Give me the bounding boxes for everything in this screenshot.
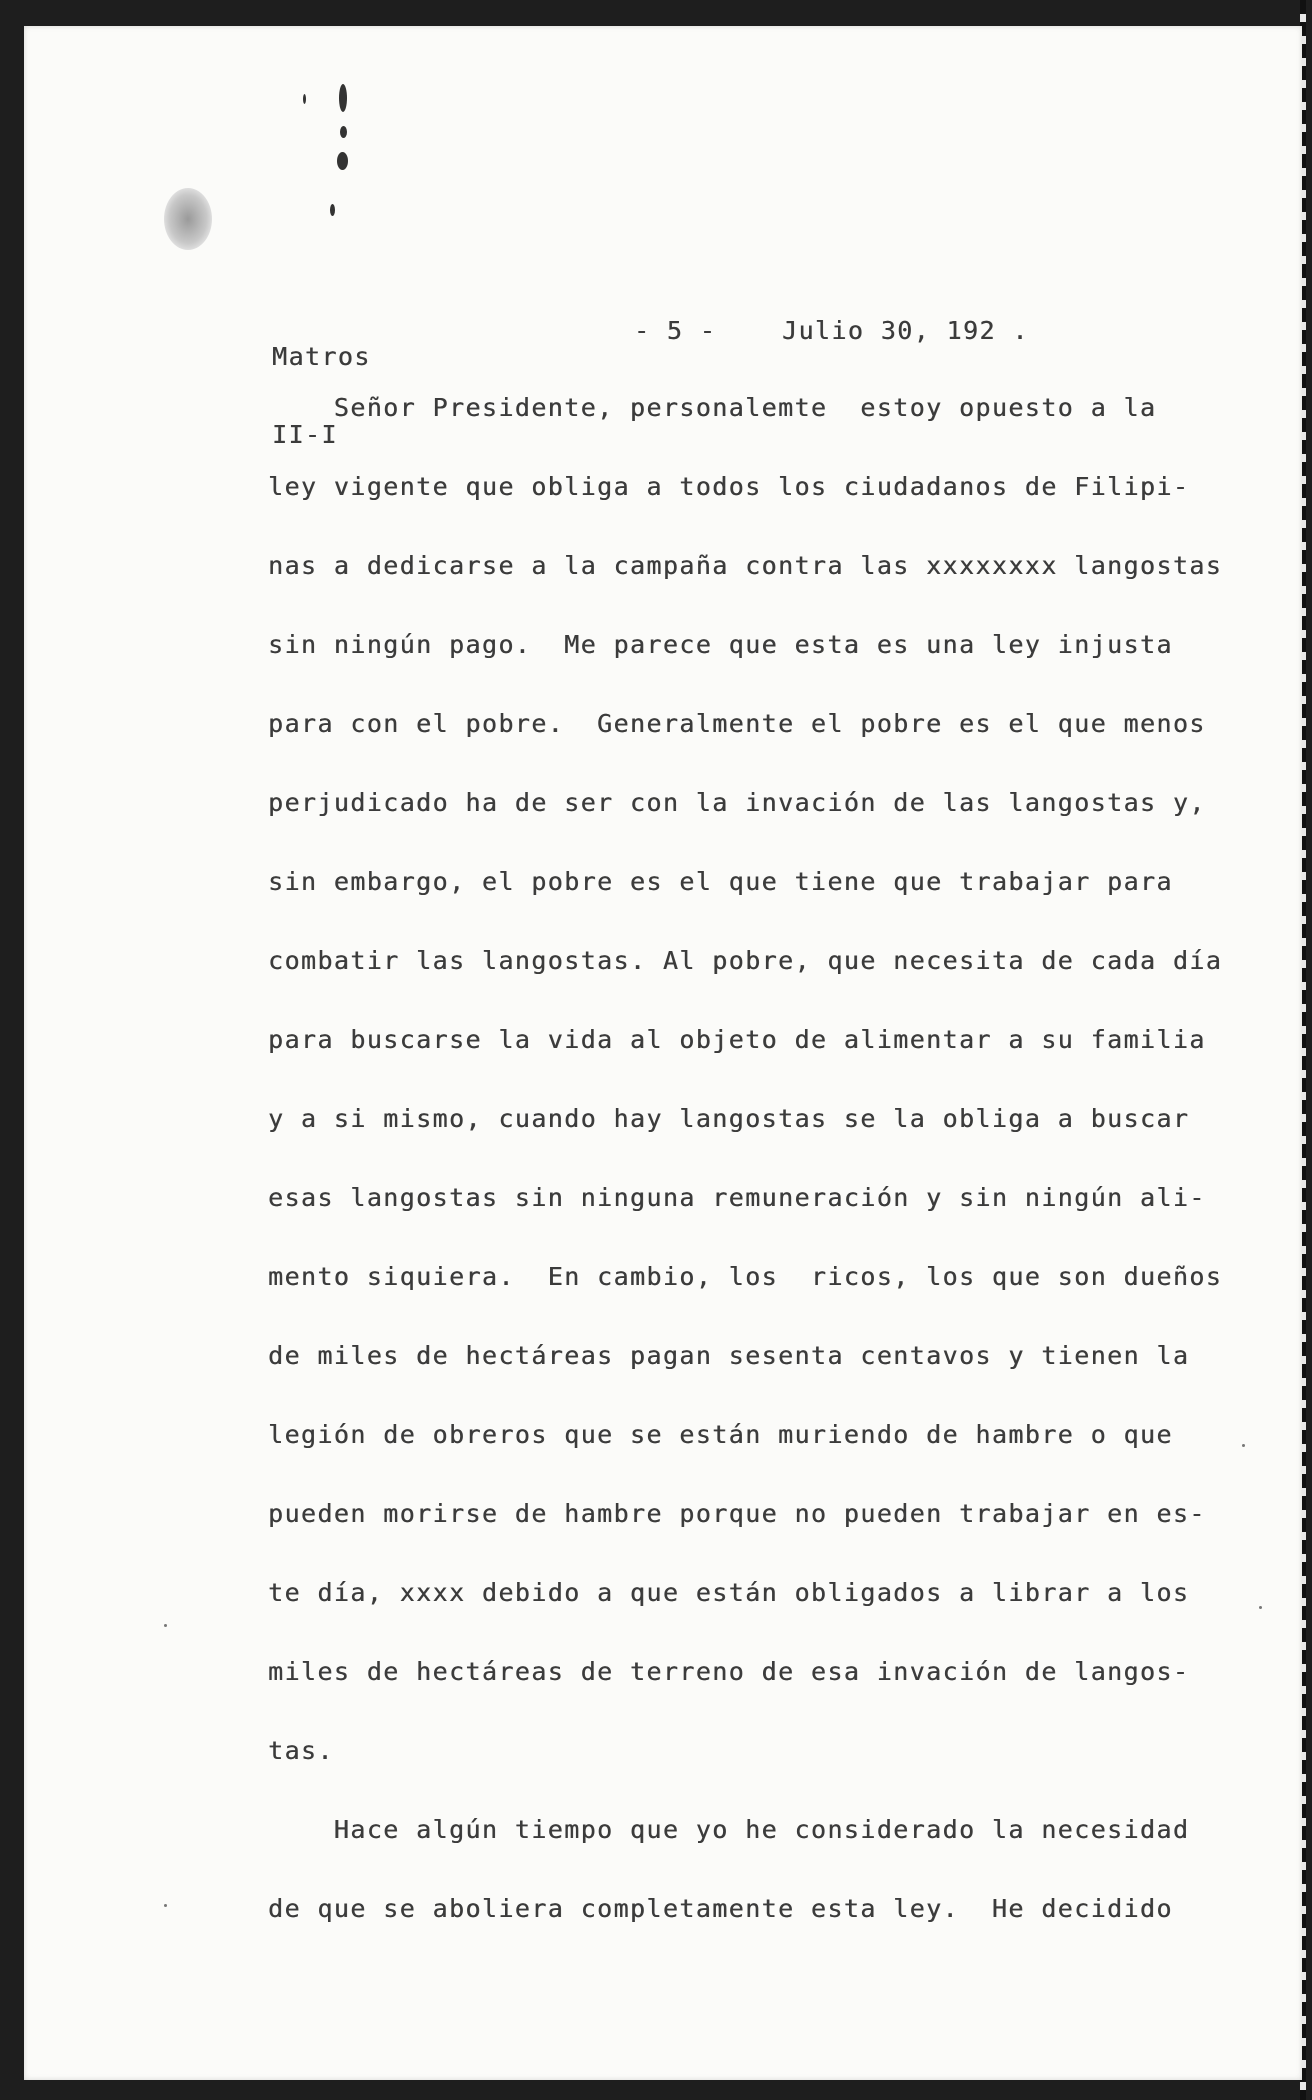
body-line-15: pueden morirse de hambre porque no pueden trabajar en es-: [268, 1499, 1206, 1528]
body-line-8: combatir las langostas. Al pobre, que necesita de cada día: [268, 946, 1223, 975]
body-line-3: nas a dedicarse a la campaña contra las xxxxxxxx langostas: [268, 551, 1223, 580]
body-line-4: sin ningún pago. Me parece que esta es una ley injusta: [268, 630, 1173, 659]
body-line-12: mento siquiera. En cambio, los ricos, los que son dueños: [268, 1262, 1223, 1291]
body-line-2: ley vigente que obliga a todos los ciudadanos de Filipi-: [268, 472, 1190, 501]
ink-mark: [330, 204, 335, 216]
body-line-16: te día, xxxx debido a que están obligados a librar a los: [268, 1578, 1190, 1607]
body-line-9: para buscarse la vida al objeto de alimentar a su familia: [268, 1025, 1206, 1054]
header-speaker-name: Matros: [272, 342, 371, 371]
speck: [1259, 1606, 1262, 1609]
ink-mark: [339, 84, 347, 112]
page-number: - 5 -: [634, 316, 717, 345]
body-line-18: tas.: [268, 1736, 334, 1765]
body-line-14: legión de obreros que se están muriendo de hambre o que: [268, 1420, 1173, 1449]
body-line-5: para con el pobre. Generalmente el pobre es el que menos: [268, 709, 1206, 738]
speck: [1242, 1444, 1245, 1447]
body-line-1: Señor Presidente, personalemte estoy opuesto a la: [268, 393, 1157, 422]
body-line-20: Hace algún tiempo que yo he considerado la necesidad: [268, 1815, 1190, 1844]
body-line-7: sin embargo, el pobre es el que tiene que trabajar para: [268, 867, 1173, 896]
body-line-11: esas langostas sin ninguna remuneración y sin ningún ali-: [268, 1183, 1206, 1212]
body-line-6: perjudicado ha de ser con la invación de las langostas y,: [268, 788, 1206, 817]
ink-mark: [337, 152, 348, 170]
header-date: Julio 30, 192 .: [782, 316, 1029, 345]
body-line-17: miles de hectáreas de terreno de esa invación de langos-: [268, 1657, 1190, 1686]
speck: [164, 1624, 167, 1627]
body-line-21: de que se aboliera completamente esta ley. He decidido: [268, 1894, 1173, 1923]
header-speaker: [272, 292, 371, 474]
header-section-code: II-I: [272, 420, 338, 449]
punch-hole-mark: [164, 188, 212, 250]
body-line-13: de miles de hectáreas pagan sesenta centavos y tienen la: [268, 1341, 1190, 1370]
body-line-10: y a si mismo, cuando hay langostas se la obliga a buscar: [268, 1104, 1190, 1133]
speck: [164, 1904, 167, 1907]
ink-mark: [303, 94, 306, 104]
ink-mark: [340, 126, 347, 138]
